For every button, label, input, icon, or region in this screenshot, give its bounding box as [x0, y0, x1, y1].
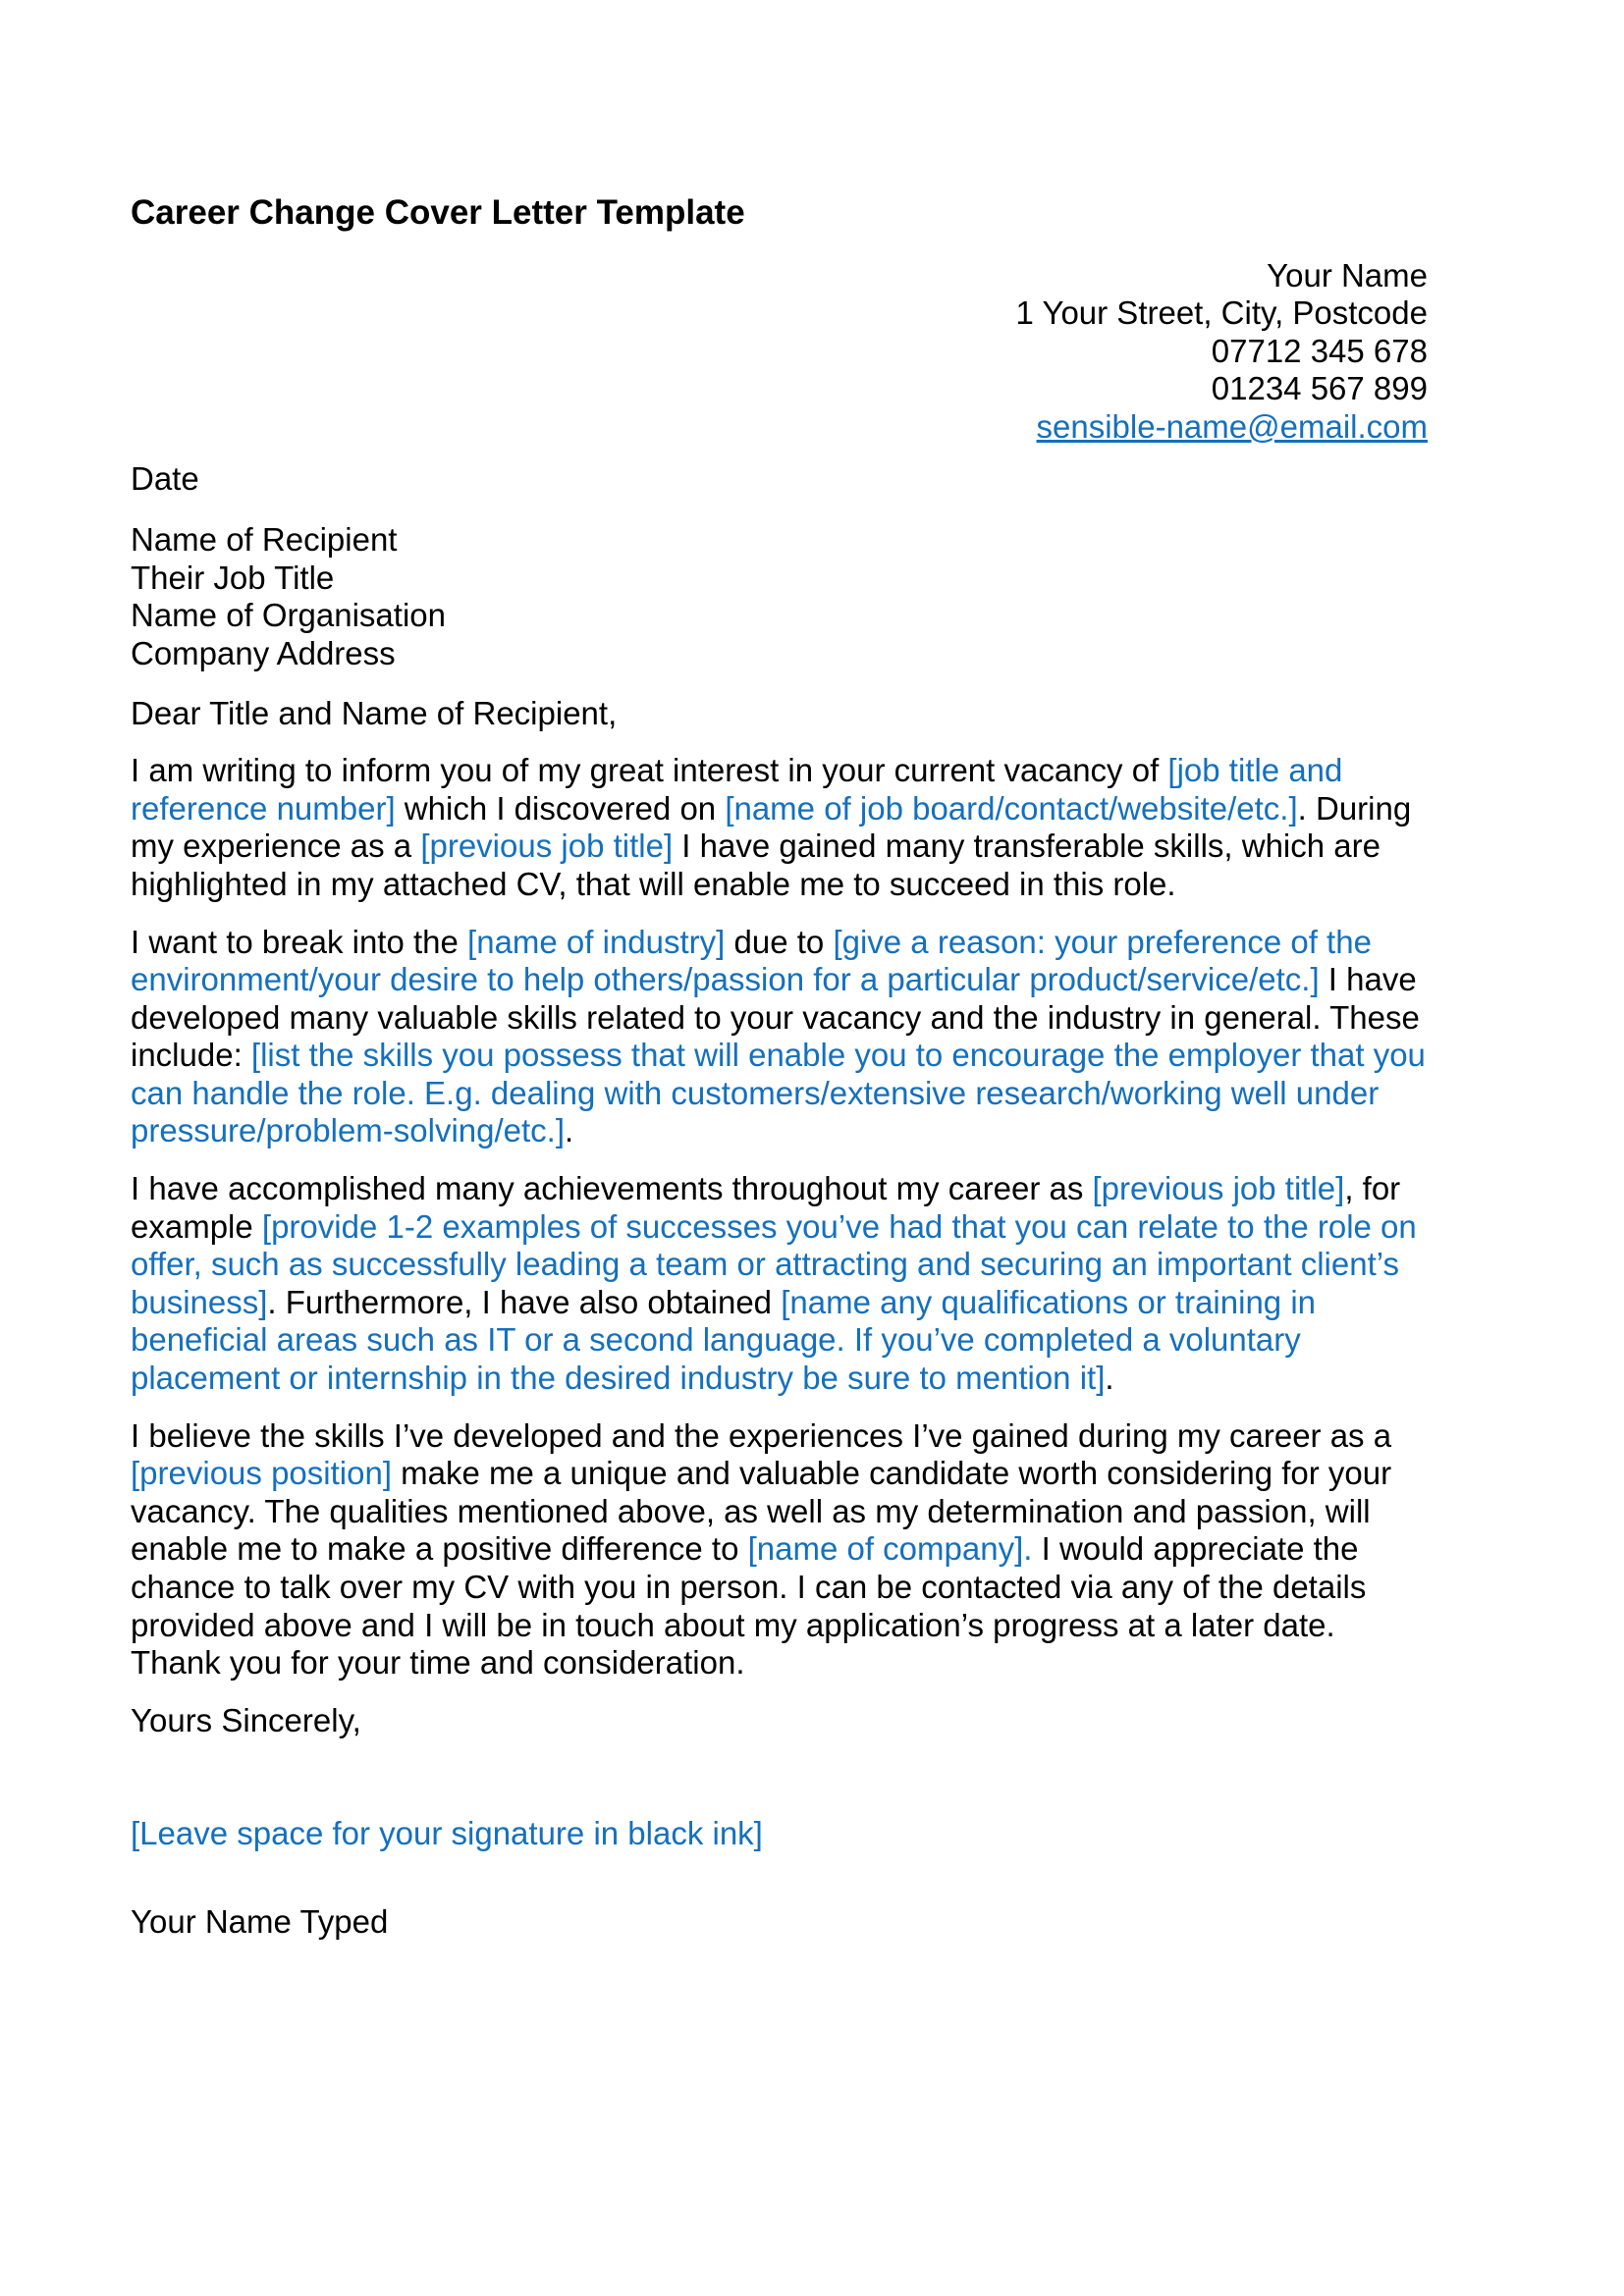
placeholder-segment: [name of job board/contact/website/etc.] — [725, 789, 1298, 827]
valediction: Yours Sincerely, — [131, 1701, 361, 1738]
text-segment: I am writing to inform you of my great interest in your current vacancy of — [131, 752, 1168, 789]
sender-email-link[interactable]: sensible-name@email.com — [1036, 407, 1428, 445]
recipient-job-title: Their Job Title — [131, 559, 335, 596]
text-segment: which I discovered on — [395, 789, 726, 827]
recipient-organisation: Name of Organisation — [131, 597, 446, 634]
document-title: Career Change Cover Letter Template — [131, 193, 745, 232]
body-paragraph-4 — [131, 1417, 1428, 1682]
text-segment: . — [1105, 1360, 1114, 1397]
placeholder-segment: [name of company]. — [747, 1530, 1033, 1568]
sender-phone-mobile: 07712 345 678 — [1211, 332, 1428, 369]
placeholder-segment: [give a reason: your preference of the environment/your desire to help others/passion for a particular product/service/etc.] — [131, 923, 1372, 998]
text-segment: I believe the skills I’ve developed and the experiences I’ve gained during my career as a — [131, 1416, 1392, 1454]
text-segment: . — [565, 1112, 574, 1149]
placeholder-segment: [previous job title] — [420, 828, 674, 865]
text-segment: I have accomplished many achievements throughout my career as — [131, 1170, 1093, 1207]
placeholder-segment: [previous position] — [131, 1455, 392, 1492]
text-segment: I have developed many valuable skills related to your vacancy and the industry in general. These include: — [131, 961, 1420, 1074]
text-segment: I want to break into the — [131, 923, 468, 960]
text-segment: make me a unique and valuable candidate worth considering for your vacancy. The qualities mentioned above, as well as my determination and passion, will enable me to make a positive difference to — [131, 1455, 1392, 1568]
body-paragraph-3 — [131, 1170, 1428, 1398]
typed-name: Your Name Typed — [131, 1902, 389, 1940]
recipient-name: Name of Recipient — [131, 521, 398, 559]
signature-space-placeholder: [Leave space for your signature in black ink] — [131, 1815, 763, 1852]
recipient-company-address: Company Address — [131, 634, 396, 671]
sender-address: 1 Your Street, City, Postcode — [1015, 294, 1428, 332]
text-segment: . Furthermore, I have also obtained — [267, 1283, 782, 1320]
placeholder-segment: [job title and reference number] — [131, 752, 1343, 827]
body-paragraph-2 — [131, 924, 1428, 1151]
text-segment: , for example — [131, 1170, 1401, 1245]
text-segment: I would appreciate the chance to talk over my CV with you in person. I can be contacted via any of the details provided above and I will be in touch about my application’s progress at a later date. Thank you for your time and consideration. — [131, 1530, 1367, 1682]
placeholder-segment: [name of industry] — [467, 923, 726, 960]
body-paragraph-1 — [131, 752, 1428, 903]
placeholder-segment: [previous job title] — [1092, 1170, 1345, 1207]
placeholder-segment: [list the skills you possess that will enable you to encourage the employer that you can handle the role. E.g. dealing with customers/extensive research/working well under pressure/problem-solving/etc.] — [131, 1037, 1426, 1149]
sender-email-line — [131, 408, 1428, 447]
text-segment: due to — [725, 923, 834, 960]
text-segment: . During my experience as a — [131, 789, 1412, 865]
sender-name: Your Name — [1267, 256, 1428, 294]
placeholder-segment: [provide 1-2 examples of successes you’ve had that you can relate to the role on offer, such as successfully leading a team or attracting and securing an important client’s business] — [131, 1207, 1417, 1320]
date-placeholder: Date — [131, 459, 199, 497]
recipient-block — [131, 521, 1428, 672]
sender-contact-block — [131, 257, 1428, 447]
sender-phone-alt: 01234 567 899 — [1211, 370, 1428, 407]
salutation: Dear Title and Name of Recipient, — [131, 694, 618, 731]
text-segment: I have gained many transferable skills, which are highlighted in my attached CV, that will enable me to succeed in this role. — [131, 828, 1380, 902]
placeholder-segment: [name any qualifications or training in beneficial areas such as IT or a second language. If you’ve completed a voluntary placement or internship in the desired industry be sure to mention it] — [131, 1283, 1317, 1397]
